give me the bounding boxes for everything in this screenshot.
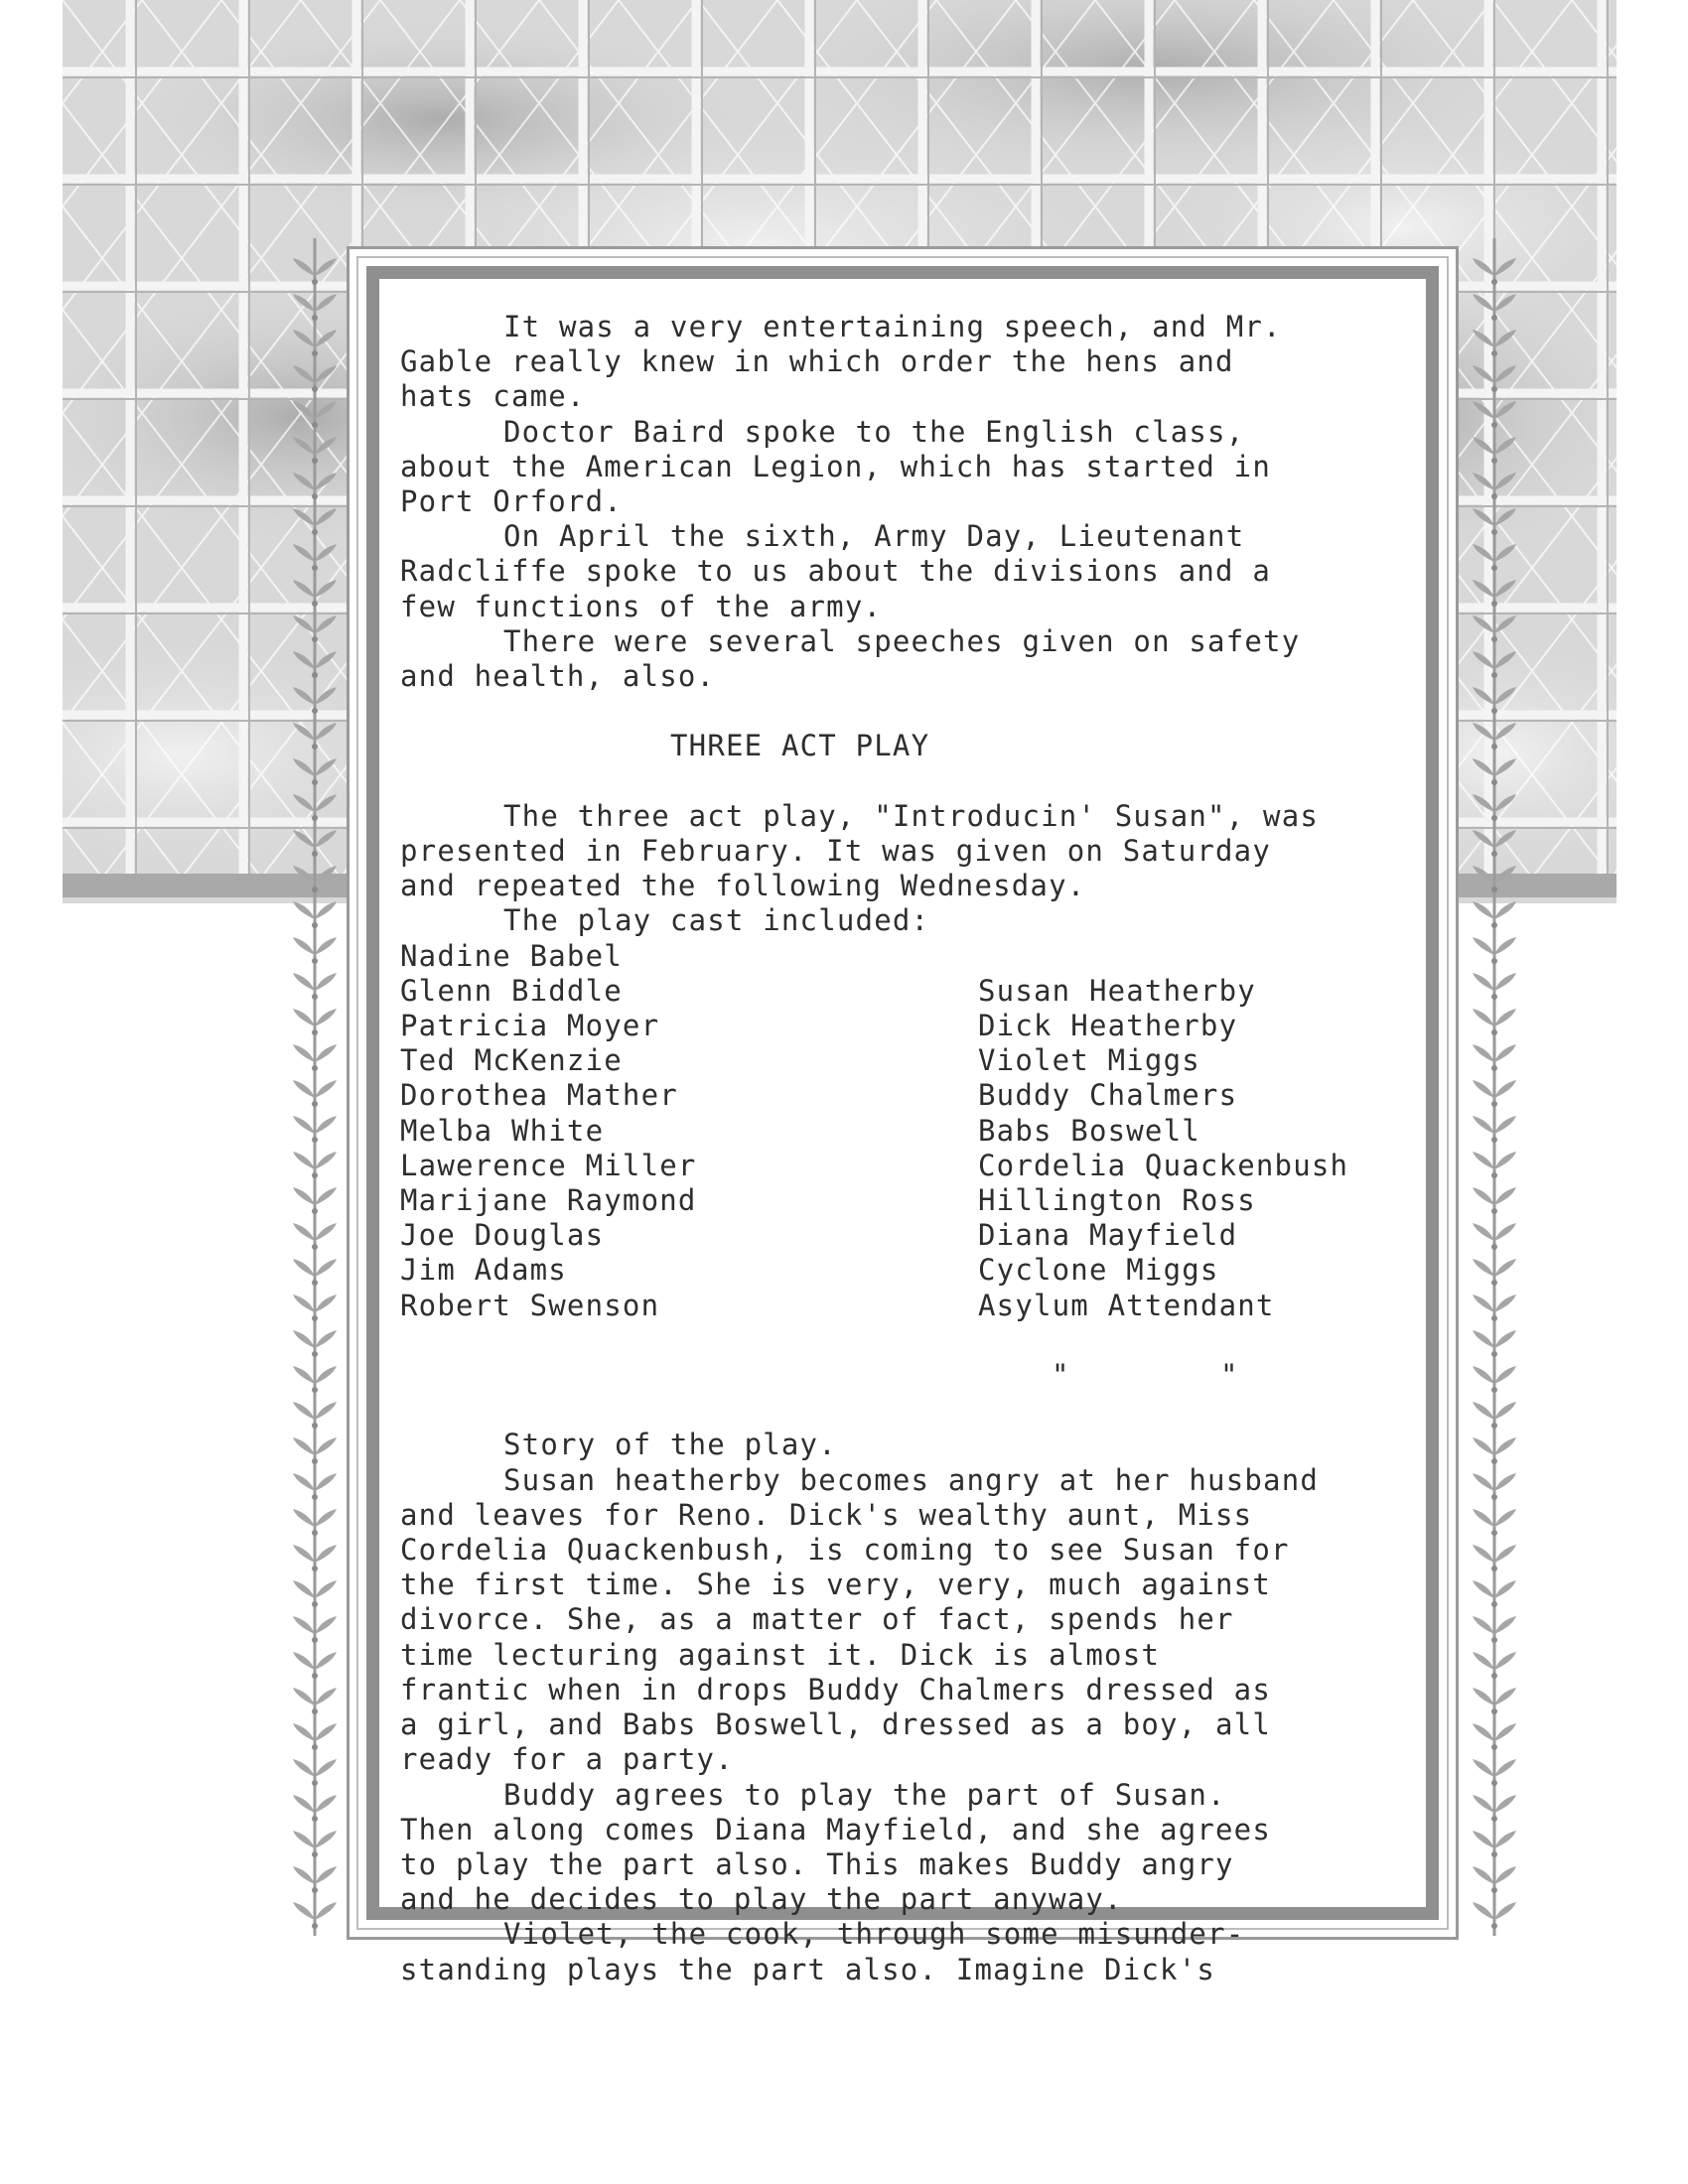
paragraph-speech: It was a very entertaining speech, and Mr. Gable really knew in which order the hens and hats came. xyxy=(400,310,1282,414)
paragraph-doctor-baird: Doctor Baird spoke to the English class, about the American Legion, which has started in Port Orford. xyxy=(400,414,1271,519)
typewritten-text xyxy=(400,310,1433,1987)
paragraph-play-intro: The three act play, "Introducin' Susan", was presented in February. It was given on Saturday and repeated the following Wednesday. xyxy=(400,798,1320,903)
left-laurel-border xyxy=(283,238,347,1936)
paragraph-safety: There were several speeches given on safety and health, also. xyxy=(400,623,1301,694)
cast-roles: Susan Heatherby Dick Heatherby Violet Miggs Buddy Chalmers Babs Boswell Cordelia Quackenbush Hillington Ross Diana Mayfield Cyclone Miggs Asylum Attendant xyxy=(978,973,1349,1322)
right-laurel-border xyxy=(1463,238,1526,1936)
ditto-mark: " xyxy=(1052,1358,1070,1393)
cast-actors: Nadine Babel Glenn Biddle Patricia Moyer Ted McKenzie Dorothea Mather Melba White Lawerence Miller Marijane Raymond Joe Douglas Jim Adams Robert Swenson xyxy=(400,938,697,1322)
yearbook-page xyxy=(63,0,1617,2184)
ditto-marks xyxy=(978,1358,1389,1393)
section-heading: THREE ACT PLAY xyxy=(670,729,930,763)
story-paragraph-3: Violet, the cook, through some misunder- standing plays the part also. Imagine Dick's xyxy=(400,1917,1245,1986)
story-heading: Story of the play. xyxy=(503,1428,837,1462)
story-paragraph-1: Susan heatherby becomes angry at her husband and leaves for Reno. Dick's wealthy aunt, Miss Cordelia Quackenbush, is coming to see Susan for the first time. She is very, very, much against divorce. She, as a matter of fact, spends her time lecturing against it. Dick is almost frantic when in drops Buddy Chalmers dressed as a girl, and Babs Boswell, dressed as a boy, all ready for a party. xyxy=(400,1462,1320,1777)
story-paragraph-2: Buddy agrees to play the part of Susan. Then along comes Diana Mayfield, and she agrees to play the part also. This makes Buddy angry and he decides to play the part anyway. xyxy=(400,1777,1271,1917)
paragraph-army-day: On April the sixth, Army Day, Lieutenant Radcliffe spoke to us about the divisions and a few functions of the army. xyxy=(400,519,1271,623)
ditto-mark: " xyxy=(1220,1358,1239,1393)
paragraph-cast-intro: The play cast included: xyxy=(503,903,930,938)
cast-roles-column xyxy=(978,939,1389,1429)
cast-list xyxy=(400,939,1433,1429)
